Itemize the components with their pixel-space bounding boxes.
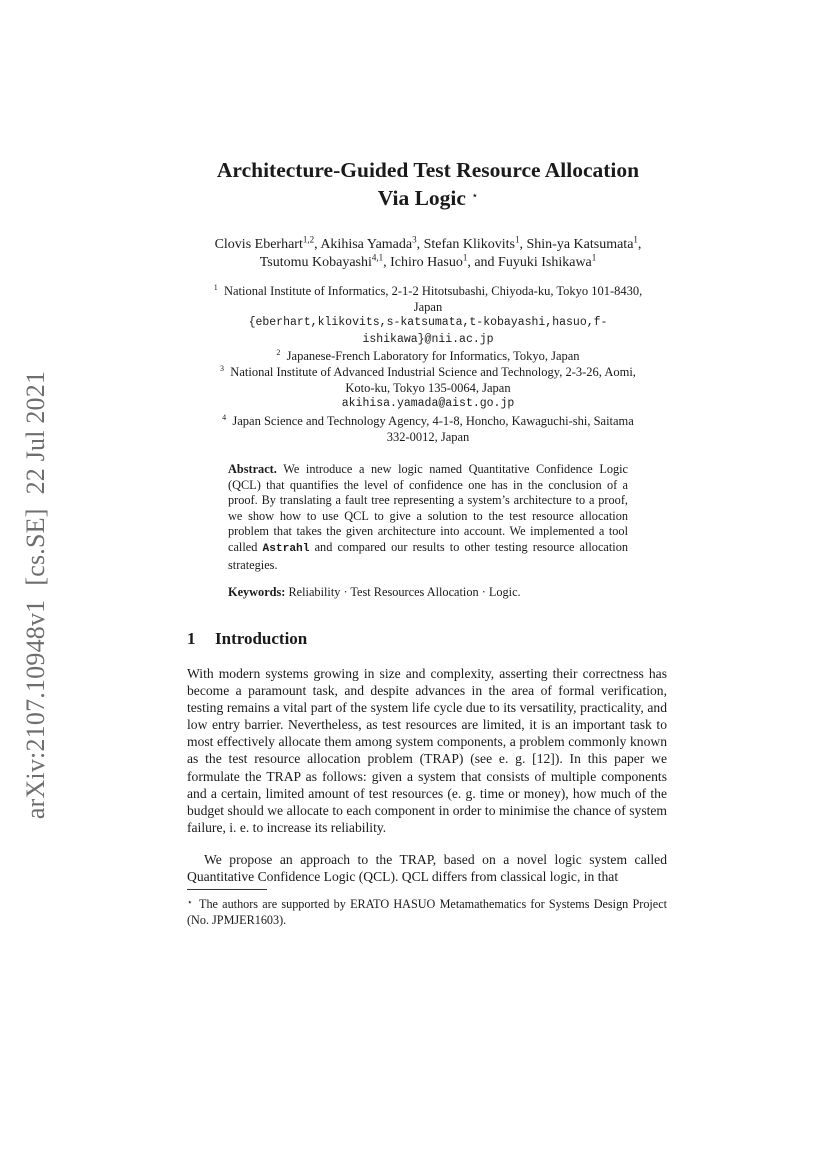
arxiv-category: [cs.SE]: [21, 508, 50, 586]
author-name: Clovis Eberhart: [214, 237, 303, 252]
title-line-1: Architecture-Guided Test Resource Allocation: [216, 158, 640, 182]
author-list: [186, 236, 670, 272]
author-affil: 3: [412, 234, 417, 245]
author-name: , and Fuyuki Ishikawa: [467, 255, 592, 270]
author-separator: ,: [637, 237, 642, 252]
author-name: Tsutomu Kobayashi: [259, 255, 372, 270]
section-title: Introduction: [215, 629, 308, 648]
title-line-2: Via Logic: [377, 186, 466, 210]
affil-number: 2: [276, 347, 281, 357]
abstract: [228, 462, 628, 573]
affiliation-4: Japan Science and Technology Agency, 4-1-8, Honcho, Kawaguchi-shi, Saitama: [232, 413, 634, 428]
affiliation-4-cont: 332-0012, Japan: [386, 429, 470, 444]
section-number: 1: [187, 629, 196, 648]
footnote-rule: [187, 889, 267, 890]
author-name: , Akihisa Yamada: [314, 237, 413, 252]
arxiv-date: 22 Jul 2021: [21, 370, 50, 495]
arxiv-id: arXiv:2107.10948v1: [21, 599, 50, 820]
section-heading: [187, 629, 307, 649]
affiliation-3-cont: Koto-ku, Tokyo 135-0064, Japan: [345, 381, 511, 396]
author-name: , Shin-ya Katsumata: [519, 237, 634, 252]
footnote: [187, 895, 667, 928]
footnote-text: The authors are supported by ERATO HASUO Metamathematics for Systems Design Project (No. JPMJER1603).: [187, 897, 667, 927]
body-paragraph-2: We propose an approach to the TRAP, based on a novel logic system called Quantitative Confidence Logic (QCL). QCL differs from classical logic, in that: [187, 852, 667, 885]
author-affil: 1: [514, 234, 520, 245]
author-affil: 1,2: [302, 234, 315, 245]
author-affil: 1: [591, 252, 597, 263]
footnote-mark: ⋆: [187, 897, 193, 907]
affil-number: 4: [222, 412, 227, 422]
email-nii: {eberhart,klikovits,s-katsumata,t-kobayashi,hasuo,f-ishikawa}@nii.ac.jp: [248, 316, 608, 346]
author-affil: 1: [633, 234, 638, 245]
affiliations: [186, 283, 670, 445]
affil-number: 3: [220, 363, 225, 373]
email-aist: akihisa.yamada@aist.go.jp: [341, 397, 515, 411]
affiliation-3: National Institute of Advanced Industrial Science and Technology, 2-3-26, Aomi,: [230, 365, 636, 380]
tool-name: Astrahl: [262, 542, 310, 555]
body-paragraph-1: With modern systems growing in size and complexity, asserting their correctness has become a paramount task, and despite advances in the area of formal verification, testing remains a vital part of the system life cycle due to its versatility, practicality, and low entry barrier. Nevertheless, as test resources are limited, it is an important task to most effectively allocate them among system components, a problem commonly known as the test resource allocation problem (TRAP) (see e. g. [12]). In this paper we formulate the TRAP as follows: given a system that consists of multiple components and a certain, limited amount of test resources (e. g. time or money), how much of the budget should we allocate to each component in order to minimise the chance of system failure, i. e. to increase its reliability.: [187, 666, 667, 835]
title-footnote-mark: ⋆: [471, 190, 479, 202]
author-affil: 1: [462, 252, 468, 263]
paper-title: [186, 157, 670, 211]
author-name: , Ichiro Hasuo: [383, 255, 463, 270]
affiliation-2: Japanese-French Laboratory for Informatics, Tokyo, Japan: [286, 348, 580, 363]
affiliation-1-cont: Japan: [413, 300, 443, 315]
abstract-text-end: and compared our results to other testing resource allocation strategies.: [228, 539, 629, 572]
abstract-text: We introduce a new logic named Quantitative Confidence Logic (QCL) that quantifies the level of confidence one has in the conclusion of a proof. By translating a fault tree representing a system’s architecture to a proof, we show how to use QCL to give a solution to the test resource allocation problem that takes the given architecture into account. We implemented a tool called: [228, 462, 628, 554]
author-name: , Stefan Klikovits: [416, 237, 515, 252]
affiliation-1: National Institute of Informatics, 2-1-2 Hitotsubashi, Chiyoda-ku, Tokyo 101-8430,: [223, 284, 643, 298]
author-affil: 4,1: [371, 252, 384, 263]
keywords: [228, 585, 628, 601]
affil-number: 1: [213, 282, 218, 292]
keywords-text: Reliability · Test Resources Allocation · Logic.: [285, 585, 521, 599]
arxiv-side-stamp: [17, 350, 55, 840]
keywords-label: Keywords:: [228, 585, 286, 599]
abstract-label: Abstract.: [228, 462, 277, 476]
